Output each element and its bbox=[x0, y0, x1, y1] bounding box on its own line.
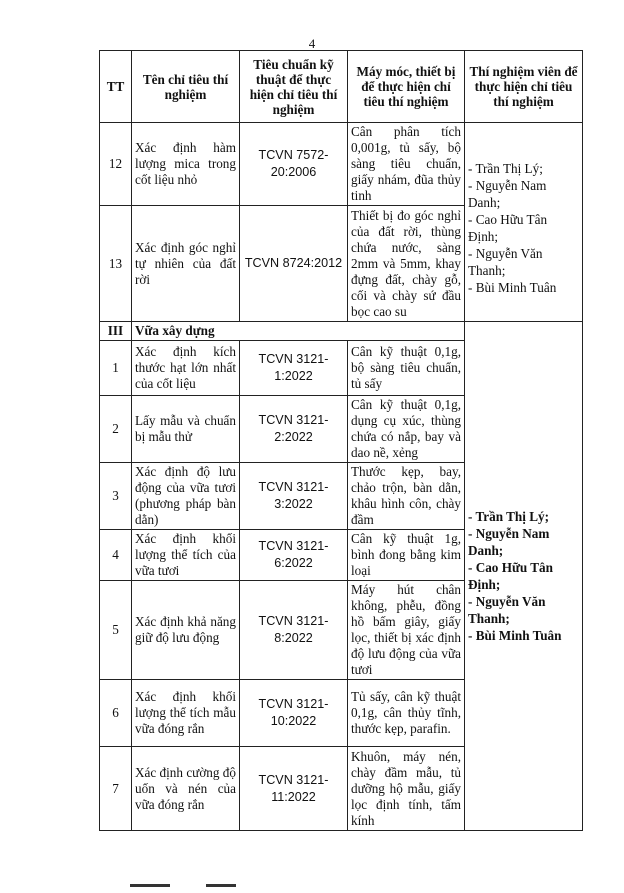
row-tt: 1 bbox=[100, 341, 132, 396]
row-name: Xác định cường độ uốn và nén của vữa đóng rắn bbox=[132, 747, 240, 831]
row-standard: TCVN 3121-10:2022 bbox=[240, 680, 348, 747]
staff-line: - Nguyễn Nam Danh; bbox=[468, 177, 547, 210]
staff-line: - Bùi Minh Tuân bbox=[468, 628, 562, 643]
row-name: Xác định khả năng giữ độ lưu động bbox=[132, 581, 240, 680]
staff-line: - Trần Thị Lý; bbox=[468, 509, 549, 524]
staff-cell-group-1 bbox=[465, 123, 583, 322]
row-tt: 3 bbox=[100, 463, 132, 530]
staff-line: - Cao Hữu Tân Định; bbox=[468, 560, 553, 592]
row-equipment: Thước kẹp, bay, chảo trộn, bàn dằn, khâu hình côn, chày đầm bbox=[348, 463, 465, 530]
row-tt: 2 bbox=[100, 396, 132, 463]
row-tt: 7 bbox=[100, 747, 132, 831]
staff-line: - Nguyễn Văn Thanh; bbox=[468, 594, 546, 626]
row-standard: TCVN 7572-20:2006 bbox=[240, 123, 348, 206]
section-tt: III bbox=[100, 322, 132, 341]
staff-line: - Bùi Minh Tuân bbox=[468, 279, 557, 295]
row-standard: TCVN 3121-11:2022 bbox=[240, 747, 348, 831]
staff-cell-group-2 bbox=[465, 322, 583, 831]
row-standard: TCVN 3121-2:2022 bbox=[240, 396, 348, 463]
page-edge-mark bbox=[206, 884, 236, 887]
row-name: Xác định hàm lượng mica trong cốt liệu nhỏ bbox=[132, 123, 240, 206]
row-equipment: Cân kỹ thuật 0,1g, dụng cụ xúc, thùng chứa có nắp, bay và dao nề, xẻng bbox=[348, 396, 465, 463]
header-staff: Thí nghiệm viên để thực hiện chỉ tiêu thí nghiệm bbox=[465, 51, 583, 123]
header-standard: Tiêu chuẩn kỹ thuật để thực hiện chỉ tiêu thí nghiệm bbox=[240, 51, 348, 123]
row-name: Xác định khối lượng thể tích mẫu vữa đóng rắn bbox=[132, 680, 240, 747]
staff-line: - Nguyễn Nam Danh; bbox=[468, 526, 550, 558]
section-name: Vữa xây dựng bbox=[132, 322, 465, 341]
row-standard: TCVN 3121-8:2022 bbox=[240, 581, 348, 680]
row-tt: 6 bbox=[100, 680, 132, 747]
row-equipment: Khuôn, máy nén, chày đầm mẫu, tủ dưỡng hộ mẫu, giấy lọc định tính, tấm kính bbox=[348, 747, 465, 831]
row-name: Xác định kích thước hạt lớn nhất của cốt liệu bbox=[132, 341, 240, 396]
row-standard: TCVN 3121-3:2022 bbox=[240, 463, 348, 530]
section-row bbox=[100, 322, 583, 341]
test-criteria-table bbox=[99, 50, 583, 831]
row-standard: TCVN 8724:2012 bbox=[240, 206, 348, 322]
page-number: 4 bbox=[308, 36, 316, 51]
row-equipment: Thiết bị đo góc nghỉ của đất rời, thùng chứa nước, sàng 2mm và 5mm, khay đựng đất, chày gỗ, cối và chày sứ đầu bọc cao su bbox=[348, 206, 465, 322]
row-name: Xác định khối lượng thể tích của vữa tươi bbox=[132, 530, 240, 581]
staff-line: - Cao Hữu Tân Định; bbox=[468, 211, 548, 244]
row-standard: TCVN 3121-6:2022 bbox=[240, 530, 348, 581]
row-name: Lấy mẫu và chuẩn bị mẫu thử bbox=[132, 396, 240, 463]
row-tt: 4 bbox=[100, 530, 132, 581]
staff-line: - Nguyễn Văn Thanh; bbox=[468, 245, 543, 278]
row-equipment: Cân kỹ thuật 0,1g, bộ sàng tiêu chuẩn, tủ sấy bbox=[348, 341, 465, 396]
row-tt: 5 bbox=[100, 581, 132, 680]
row-name: Xác định góc nghỉ tự nhiên của đất rời bbox=[132, 206, 240, 322]
row-standard: TCVN 3121-1:2022 bbox=[240, 341, 348, 396]
row-tt: 12 bbox=[100, 123, 132, 206]
table-row bbox=[100, 123, 583, 206]
row-equipment: Cân kỹ thuật 1g, bình đong bằng kim loại bbox=[348, 530, 465, 581]
row-tt: 13 bbox=[100, 206, 132, 322]
staff-line: - Trần Thị Lý; bbox=[468, 160, 543, 176]
table-header-row bbox=[100, 51, 583, 123]
header-equipment: Máy móc, thiết bị để thực hiện chỉ tiêu thí nghiệm bbox=[348, 51, 465, 123]
header-name: Tên chỉ tiêu thí nghiệm bbox=[132, 51, 240, 123]
row-equipment: Máy hút chân không, phễu, đồng hồ bấm giây, giấy lọc, thiết bị xác định độ lưu động của vữa tươi bbox=[348, 581, 465, 680]
page-edge-mark bbox=[130, 884, 170, 887]
header-tt: TT bbox=[100, 51, 132, 123]
row-name: Xác định độ lưu động của vữa tươi (phương pháp bàn dằn) bbox=[132, 463, 240, 530]
row-equipment: Cân phân tích 0,001g, tủ sấy, bộ sàng tiêu chuẩn, giấy nhám, đũa thủy tinh bbox=[348, 123, 465, 206]
row-equipment: Tủ sấy, cân kỹ thuật 0,1g, cân thủy tĩnh, thước kẹp, parafin. bbox=[348, 680, 465, 747]
